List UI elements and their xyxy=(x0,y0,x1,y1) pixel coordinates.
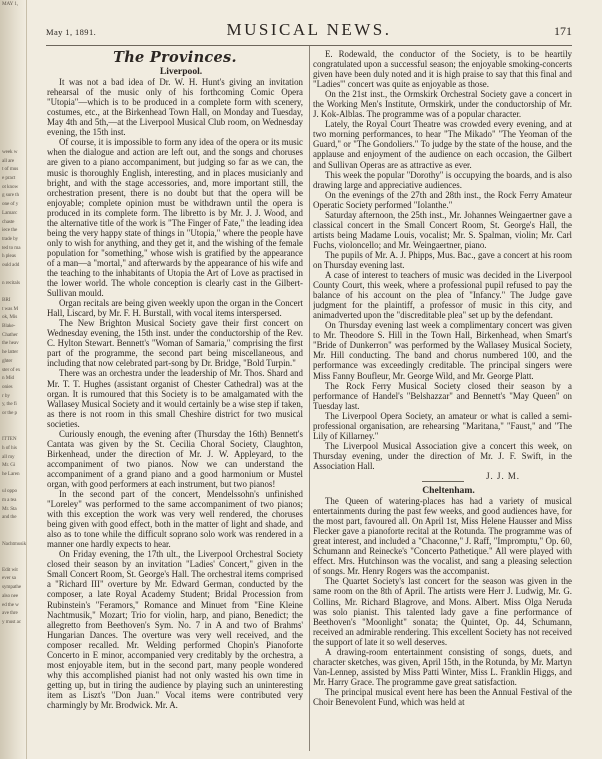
margin-text-fragment: e pract xyxy=(2,175,16,182)
margin-text-fragment: ghter xyxy=(2,357,13,364)
liverpool-paragraph: In the second part of the concert, Mendelssohn's unfinished "Loreley" was performed to the same accompaniment of two pianos; with this exception the work was very well rendered, the choruses being given with good effect, both in the matter of light and shade, and also as to tone while the difficult soprano solo work was rendered in a manner one hardly expects to hear. xyxy=(47,489,303,550)
margin-text-fragment xyxy=(0,131,26,140)
liverpool-paragraph: On Friday evening, the 17th ult., the Liverpool Orchestral Society closed their season by an invitation "Ladies' Concert," given in the Small Concert Room, St. George's Hall. The orchestral items comprised a "Richard III" overture by Mr. Edward German, conducted by the composer, a late Royal Academy Student; Bridal Procession from Rubinstein's "Feramors," Romance and Minuet from "Eine Kleine Nachtmusik," Mozart; Trio for violin, harp, and piano, Benedict; the allegretto from Beethoven's Sym. No. 7 in A and two of Brahms' Hungarian Dances. The overture was very well received, and the composer recalled. Mr. Welding performed Chopin's Pianoforte Concerto in E minor, accompanied very creditably by the orchestra, a most enjoyable item, but in the second part, many people wondered why this accomplished pianist had not only wasted his own time in getting up, but in tiring the audience by playing such an uninteresting item as Liszt's "Don Juan." Vocal items were contributed very charmingly by Mr. Brodwick. Mr. A. xyxy=(47,549,303,710)
subheading-liverpool: Liverpool. xyxy=(159,66,203,78)
margin-text-fragment: trade by xyxy=(2,235,19,242)
left-column xyxy=(47,49,303,755)
margin-text-fragment: ster of ex xyxy=(2,366,21,373)
liverpool-paragraph: Organ recitals are being given weekly upon the organ in the Concert Hall, Liscard, by Mr. F. H. Burstall, with vocal items interspersed. xyxy=(47,298,303,319)
header-date: May 1, 1891. xyxy=(46,27,97,37)
margin-text-fragment: n Mid xyxy=(2,375,15,382)
margin-text-fragment xyxy=(0,426,26,435)
margin-text-fragment: MAY 1, xyxy=(2,1,19,7)
margin-text-fragment: week w xyxy=(2,148,18,155)
margin-text-fragment: sympathe xyxy=(2,584,22,591)
margin-text-fragment xyxy=(0,26,26,35)
margin-text-fragment: he Laren xyxy=(2,470,20,477)
margin-text-fragment xyxy=(0,270,26,279)
liverpool-paragraph: On Thursday evening last week a complimentary concert was given to Mr. Theodore S. Hill in the Town Hall, Birkenhead, when Smart's "Bride of Dunkerron" was performed by the Wallasey Musical Society, Mr. Hill conducting. The band and chorus numbered 100, and the performance was exceedingly creditable. The principal singers were Miss Fanny Boufleur, Mr. George Wild, and Mr. George Platt. xyxy=(313,320,572,381)
page-header xyxy=(46,20,572,42)
margin-text-fragment: onies xyxy=(2,383,13,390)
liverpool-paragraph: The New Brighton Musical Society gave their first concert on Wednesday evening, the 15th inst. under the conductorship of the Rev. C. Hylton Stewart. Bennett's "Woman of Samaria," comprising the first part of the programme, the second part being miscellaneous, and including that now celebrated part-song by Dr. Bridge, "Bold Turpin." xyxy=(47,318,303,369)
margin-text-fragment xyxy=(0,548,26,557)
margin-text-fragment: or the p xyxy=(2,410,18,417)
subheading-cheltenham: Cheltenham. xyxy=(422,485,475,497)
margin-text-fragment xyxy=(0,113,26,122)
cheltenham-paragraph: A drawing-room entertainment consisting of songs, duets, and character sketches, was given, April 15th, in the Rotunda, by Mr. Martyn Van-Lennep, assisted by Miss Patti Winter, Miss L. Franklin Higgs, and Mr. Harry Grace. The programme gave great satisfaction. xyxy=(313,646,572,687)
margin-text-fragment xyxy=(0,96,26,105)
margin-text-fragment: Mr. Gi xyxy=(2,462,16,469)
margin-text-fragment xyxy=(0,418,26,427)
margin-text-fragment: m a tea xyxy=(2,497,17,504)
margin-text-fragment: one of y xyxy=(2,201,19,208)
left-article-body xyxy=(47,77,303,710)
margin-text-fragment xyxy=(0,9,26,18)
margin-text-fragment: he latter xyxy=(2,349,18,356)
margin-text-fragment: Lamarc xyxy=(2,209,18,216)
section-rule xyxy=(422,481,464,482)
cheltenham-paragraph: The Quartet Society's last concert for the season was given in the same room on the 8th of April. The artists were Herr J. Ludwig, Mr. G. Collins, Mr. Richard Blagrove, and Mons. Albert. Miss Olga Neruda was solo pianist. This talented lady gave a fine performance of Beethoven's "Moonlight" sonata; the Quintet, Op. 44, Schumann, received an admirable rendering. This excellent Society has not received the support of late it so well deserves. xyxy=(313,576,572,647)
liverpool-paragraph: E. Rodewald, the conductor of the Society, is to be heartily congratulated upon a successful season; the enjoyable smoking-concerts given have been duly noted and it is high praise to say that this final and "Ladies'" concert was quite as enjoyable as those. xyxy=(313,49,572,90)
margin-text-fragment: y must ac xyxy=(2,618,21,625)
section-title: The Provinces. xyxy=(113,49,237,66)
margin-text-fragment: iece the xyxy=(2,227,18,234)
margin-text-fragment xyxy=(0,52,26,61)
margin-text-fragment: ot know xyxy=(2,183,19,190)
margin-text-fragment: n recitals xyxy=(2,279,20,286)
liverpool-paragraph: Of course, it is impossible to form any idea of the opera or its music when the dialogue and action are left out, and the songs and choruses are given to a piano accompaniment, but judging so far as we can, the music is thoroughly English, interesting, and in places musicianly and bright, and with the stage accessories, and, more important still, the orchestration present, there is no doubt but that the opera will be enjoyable; complete opinion must be withdrawn until the opera is produced in its complete form. The libretto is by Mr. J. J. Wood, and the alternative title of the work is "The Finger of Fate," the leading idea being the very happy state of things in "Utopia," where the people have only to wish for anything, and they get it, and the wishing of the female population for "something," whose wish is gratified by the appearance of a man—a "mortal," and afterwards by the appearance of his wife and the teaching to the inhabitants of Utopia the Art of Love as practised in the lower world. The whole conception is clearly cast in the Gilbert-Sullivan mould. xyxy=(47,137,303,299)
margin-text-fragment xyxy=(0,522,26,531)
margin-text-fragment: ted to ma xyxy=(2,244,21,251)
margin-text-fragment: t of mus xyxy=(2,166,19,173)
liverpool-continued xyxy=(313,49,572,471)
margin-text-fragment: and the xyxy=(2,514,17,521)
margin-text-fragment: also nee xyxy=(2,592,19,599)
margin-text-fragment xyxy=(0,61,26,70)
margin-text-fragment: h of his xyxy=(2,444,17,451)
margin-text-fragment: ed the w xyxy=(2,601,19,608)
margin-text-fragment: g sure th xyxy=(2,192,19,199)
liverpool-paragraph: Curiously enough, the evening after (Thursday the 16th) Bennett's Cantata was given by the St. Cecilia Choral Society, Claughton, Birkenhead, under the direction of Mr. J. W. Appleyard, to the accompaniment of two pianos. Now we can understand the accompaniment of a grand piano and a good harmonium or Mustel organ, with good performers at each instrument, but two pianos! xyxy=(47,428,303,489)
margin-text-fragment xyxy=(0,87,26,96)
margin-text-fragment: ul oppo xyxy=(2,488,18,495)
liverpool-paragraph: The Liverpool Musical Association give a concert this week, on Thursday evening, under the direction of Mr. J. F. Swift, in the Association Hall. xyxy=(313,440,572,471)
liverpool-paragraph: The Liverpool Opera Society, an amateur or what is called a semi-professional organisation, are rehearsing "Maritana," "Faust," and "The Lily of Killarney." xyxy=(313,410,572,441)
margin-text-fragment: r by xyxy=(2,392,10,399)
page-number: 171 xyxy=(554,24,572,38)
liverpool-paragraph: The pupils of Mr. A. J. Phipps, Mus. Bac., gave a concert at his room on Thursday evening last. xyxy=(313,249,572,270)
margin-text-fragment xyxy=(0,557,26,566)
margin-text-fragment: Nachtmusik xyxy=(2,540,27,547)
liverpool-paragraph: This week the popular "Dorothy" is occupying the boards, and is also drawing large and appreciative audiences. xyxy=(313,169,572,190)
margin-text-fragment: Mr. Sta xyxy=(2,505,17,512)
margin-text-fragment: ever sa xyxy=(2,575,16,582)
margin-text-fragment: all my xyxy=(2,453,15,460)
liverpool-paragraph: A case of interest to teachers of music was decided in the Liverpool County Court, this week, where a professional pupil refused to pay the balance of his account on the plea of "Infancy." The Judge gave judgment for the plaintiff, a professor of music in this city, and animadverted upon the "discreditable plea" set up by the defendant. xyxy=(313,270,572,321)
liverpool-paragraph: There was an orchestra under the leadership of Mr. Thos. Shard and Mr. T. T. Hughes (assistant organist of Chester Cathedral) was at the organ. It is rumoured that this Society is to be amalgamated with the Wallasey Musical Society and it would certainly be a wise step if taken, as there is not room in this small Cheshire district for two musical societies. xyxy=(47,368,303,429)
margin-text-fragment: Blake- xyxy=(2,323,16,330)
margin-text-fragment: y, the fi xyxy=(2,401,17,408)
liverpool-paragraph: The Rock Ferry Musical Society closed their season by a performance of Handel's "Belshazzar" and Bennett's "May Queen" on Tuesday last. xyxy=(313,380,572,411)
cheltenham-body xyxy=(313,496,572,707)
liverpool-paragraph: On the evenings of the 27th and 28th inst., the Rock Ferry Amateur Operatic Society performed "Iolanthe." xyxy=(313,189,572,210)
margin-text-fragment xyxy=(0,104,26,113)
facing-page-margin xyxy=(0,0,27,759)
margin-text-fragment: ok, Mis xyxy=(2,314,18,321)
liverpool-paragraph: It was not a bad idea of Dr. W. H. Hunt's giving an invitation rehearsal of the music only of his forthcoming Comic Opera "Utopia"—which is to be produced in a complete form with scenery, costumes, etc., at the Birkenhead Town Hall, on Monday and Tuesday, May 4th and 5th,—at the Liverpool Musical Club room, on Wednesday evening, the 15th inst. xyxy=(47,77,303,138)
margin-text-fragment: ave thre xyxy=(2,610,18,617)
margin-text-fragment xyxy=(0,35,26,44)
margin-text-fragment xyxy=(0,44,26,53)
column-divider xyxy=(309,46,310,751)
margin-text-fragment: ITTEN xyxy=(2,436,17,443)
liverpool-paragraph: On the 21st inst., the Ormskirk Orchestral Society gave a concert in the Working Men's Institute, Ormskirk, under the conductorship of Mr. J. Kok-Alblas. The programme was of a popular character. xyxy=(313,89,572,120)
margin-text-fragment: Chather xyxy=(2,331,18,338)
margin-text-fragment xyxy=(0,70,26,79)
margin-text-fragment: all are xyxy=(2,157,15,164)
cheltenham-paragraph: The Queen of watering-places has had a variety of musical entertainments during the past few weeks, and good audiences have, for the most part, favoured all. On April 1st, Miss Helene Hausser and Miss Flecker gave a pianoforte recital at the Rotunda. The programme was of great interest, and included a "Chaconne," J. Raff, "Impromptu," Op. 60, Schumann and Reinecke's "Concerto Pathetique." All were played with effect. Mrs. Hutchinson was the vocalist, and sang a pleasing selection of songs. Mr. Henry Rogers was the accompanist. xyxy=(313,496,572,577)
liverpool-paragraph: Saturday afternoon, the 25th inst., Mr. Johannes Weingaertner gave a classical concert in the Small Concert Room, St. George's Hall, the artists being Madame Louis, vocalist; Mr. S. Spalman, violin; Mr. Carl Fuchs, violoncello; and Mr. Weingaertner, piano. xyxy=(313,209,572,250)
right-column xyxy=(313,49,572,755)
cheltenham-paragraph: The principal musical event here has been the Annual Festival of the Choir Benevolent Fund, which was held at xyxy=(313,686,572,707)
margin-text-fragment xyxy=(0,531,26,540)
margin-text-fragment xyxy=(0,17,26,26)
signature: J. J. M. xyxy=(486,470,520,481)
margin-text-fragment: the heav xyxy=(2,340,19,347)
margin-text-fragment: chaste xyxy=(2,218,15,225)
margin-text-fragment xyxy=(0,139,26,148)
margin-text-fragment: t was M xyxy=(2,305,19,312)
margin-text-fragment xyxy=(0,479,26,488)
header-title: MUSICAL NEWS. xyxy=(226,20,392,39)
margin-text-fragment xyxy=(0,122,26,131)
margin-text-fragment xyxy=(0,78,26,87)
margin-text-fragment: ould add xyxy=(2,262,20,269)
margin-text-fragment: Edit wit xyxy=(2,566,18,573)
liverpool-paragraph: Lately, the Royal Court Theatre was crowded every evening, and at two morning performances, to hear "The Mikado" "The Yeoman of the Guard," or "The Gondoliers." To judge by the state of the house, and the applause and enjoyment of the audience on each occasion, the Gilbert and Sullivan Operas are as attractive as ever. xyxy=(313,119,572,170)
margin-text-fragment xyxy=(0,287,26,296)
margin-text-fragment: h pleas xyxy=(2,253,16,260)
margin-text-fragment: BRI xyxy=(2,296,11,303)
